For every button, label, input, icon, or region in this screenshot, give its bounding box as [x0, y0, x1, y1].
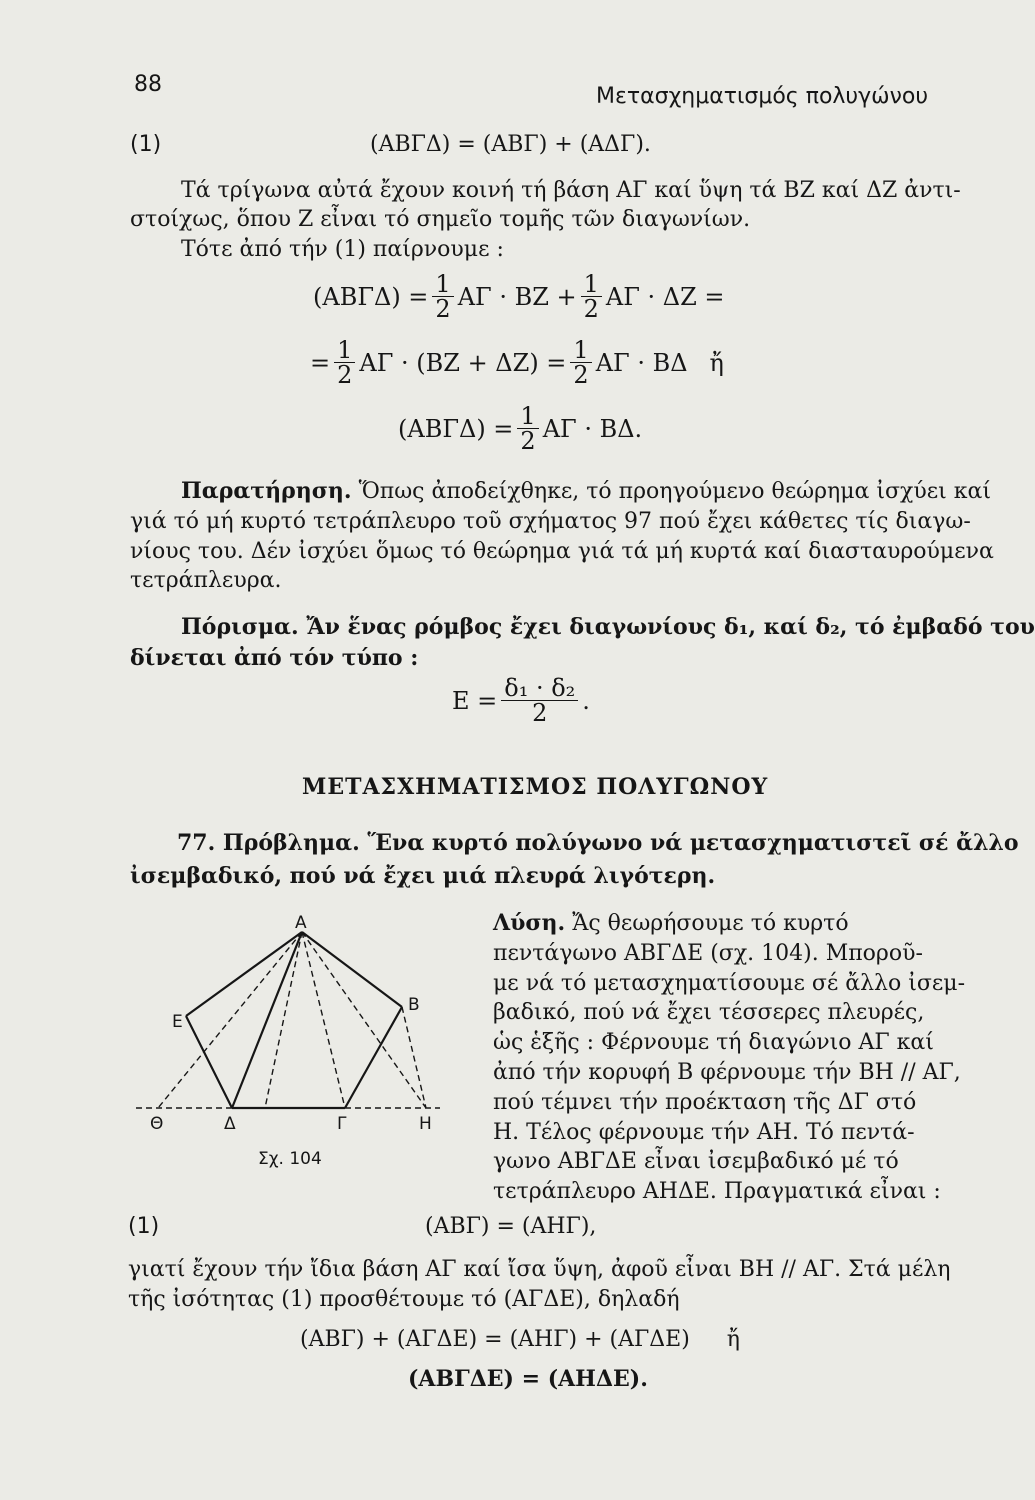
formula-lhs: Ε = [452, 686, 498, 715]
remark-line: τετράπλευρα. [130, 568, 282, 593]
label-A: Α [295, 913, 307, 933]
equation-term: ΑΓ · (ΒΖ + ΔΖ) = [359, 348, 567, 377]
equation-area-b [310, 338, 724, 387]
page-number: 88 [134, 72, 162, 97]
fraction [581, 272, 602, 321]
fraction-denominator: 2 [337, 361, 353, 389]
label-D: Δ [224, 1114, 236, 1134]
corollary-line: δίνεται ἀπό τόν τύπο : [130, 645, 419, 671]
fraction [570, 338, 591, 387]
fraction-numerator: 1 [517, 404, 538, 429]
label-H: Η [419, 1114, 432, 1134]
paragraph-line: Τότε ἀπό τήν (1) παίρνουμε : [181, 237, 504, 262]
paragraph-line: Τά τρίγωνα αὐτά ἔχουν κοινή τή βάση ΑΓ καί ὕψη τά ΒΖ καί ΔΖ ἀντι- [181, 178, 961, 203]
solution-line: πεντάγωνο ΑΒΓΔΕ (σχ. 104). Μποροῦ- [493, 941, 923, 966]
solution-line: τετράπλευρο ΑΗΔΕ. Πραγματικά εἶναι : [493, 1179, 941, 1204]
fraction-denominator: 2 [583, 295, 599, 323]
fraction [334, 338, 355, 387]
problem-line [177, 828, 1019, 858]
equation-final-1: (ΑΒΓ) = (ΑΗΓ), [425, 1214, 597, 1239]
figure-104 [128, 906, 458, 1176]
solution-line: με νά τό μετασχηματίσουμε σέ ἄλλο ἰσεμ- [493, 971, 966, 996]
solution-line: ὡς ἑξῆς : Φέρνουμε τή διαγώνιο ΑΓ καί [493, 1030, 934, 1055]
fraction-denominator: 2 [573, 361, 589, 389]
formula-end: . [582, 686, 590, 715]
fraction-denominator: 2 [532, 699, 548, 727]
rhombus-area-formula [452, 676, 590, 725]
corollary-line [181, 612, 1035, 642]
equation-1: (ΑΒΓΔ) = (ΑΒΓ) + (ΑΔΓ). [370, 132, 651, 157]
fraction-numerator: δ₁ · δ₂ [501, 676, 578, 701]
fraction [432, 272, 453, 321]
equation-term: ΑΓ · ΒΖ + [457, 282, 577, 311]
equation-final-3: (ΑΒΓΔΕ) = (ΑΗΔΕ). [408, 1366, 648, 1392]
corollary-text: Ἄν ἕνας ρόμβος ἔχει διαγωνίους δ₁, καί δ₂, τό ἐμβαδό του [306, 614, 1035, 640]
equation-area-a [313, 272, 725, 321]
pentagon-solid-lines [186, 932, 402, 1108]
remark-line [181, 476, 991, 507]
equation-lhs: (ΑΒΓΔ) = [398, 414, 514, 443]
equation-term: ΑΓ · ΒΔ. [542, 414, 643, 443]
remark-line: νίους του. Δέν ἰσχύει ὅμως τό θεώρημα γιά τά μή κυρτά καί διασταυρούμενα [130, 539, 994, 564]
equation-label: (1) [130, 132, 162, 157]
remark-label: Παρατήρηση. [181, 478, 352, 504]
paragraph-line: γιατί ἔχουν τήν ἴδια βάση ΑΓ καί ἴσα ὕψη, ἀφοῦ εἶναι ΒΗ // ΑΓ. Στά μέλη [128, 1257, 951, 1282]
equation-term: ΑΓ · ΒΔ [595, 348, 688, 377]
running-title: Μετασχηματισμός πολυγώνου [596, 84, 929, 109]
section-heading: ΜΕΤΑΣΧΗΜΑΤΙΣΜΟΣ ΠΟΛΥΓΩΝΟΥ [302, 774, 769, 800]
corollary-label: Πόρισμα. [181, 614, 299, 640]
label-Theta: Θ [150, 1114, 164, 1134]
equation-label: (1) [128, 1214, 160, 1239]
label-G: Γ [337, 1114, 347, 1134]
remark-text: Ὅπως ἀποδείχθηκε, τό προηγούμενο θεώρημα ἰσχύει καί [358, 479, 991, 504]
figure-caption: Σχ. 104 [258, 1149, 322, 1169]
equation-lhs: (ΑΒΓΔ) = [313, 282, 429, 311]
fraction-denominator: 2 [435, 295, 451, 323]
solution-label: Λύση. [493, 910, 566, 936]
fraction-numerator: 1 [432, 272, 453, 297]
fraction-numerator: 1 [334, 338, 355, 363]
equation-text: (ΑΒΓ) + (ΑΓΔΕ) = (ΑΗΓ) + (ΑΓΔΕ) [300, 1327, 690, 1352]
equation-term: ΑΓ · ΔΖ = [605, 282, 725, 311]
problem-text: Ἕνα κυρτό πολύγωνο νά μετασχηματιστεῖ σέ ἄλλο [367, 830, 1019, 856]
solution-line: Η. Τέλος φέρνουμε τήν ΑΗ. Τό πεντά- [493, 1120, 915, 1145]
fraction-numerator: 1 [581, 272, 602, 297]
solution-line: γωνο ΑΒΓΔΕ εἶναι ἰσεμβαδικό μέ τό [493, 1149, 899, 1174]
remark-line: γιά τό μή κυρτό τετράπλευρο τοῦ σχήματος 97 πού ἔχει κάθετες τίς διαγω- [130, 509, 971, 534]
or-word: ἤ [709, 348, 724, 377]
solution-line: πού τέμνει τήν προέκταση τῆς ΔΓ στό [493, 1090, 917, 1115]
fraction-denominator: 2 [520, 427, 536, 455]
paragraph-line: τῆς ἰσότητας (1) προσθέτουμε τό (ΑΓΔΕ), δηλαδή [128, 1287, 680, 1312]
problem-label: 77. Πρόβλημα. [177, 830, 360, 856]
equals-sign: = [310, 348, 331, 377]
problem-line: ἰσεμβαδικό, πού νά ἔχει μιά πλευρά λιγότερη. [130, 863, 716, 889]
paragraph-line: στοίχως, ὅπου Ζ εἶναι τό σημεῖο τομῆς τῶν διαγωνίων. [130, 207, 751, 232]
fraction [517, 404, 538, 453]
or-word: ἤ [726, 1327, 740, 1352]
solution-line: βαδικό, πού νά ἔχει τέσσερες πλευρές, [493, 1000, 925, 1025]
equation-area-c [398, 404, 642, 453]
solution-line: ἀπό τήν κορυφή Β φέρνουμε τήν ΒΗ // ΑΓ, [493, 1060, 961, 1085]
fraction [501, 676, 578, 725]
label-E: Ε [172, 1012, 183, 1032]
solution-text: Ἄς θεωρήσουμε τό κυρτό [572, 911, 849, 936]
solution-line [493, 908, 849, 939]
fraction-numerator: 1 [570, 338, 591, 363]
equation-final-2 [300, 1325, 740, 1355]
label-B: Β [408, 995, 420, 1015]
